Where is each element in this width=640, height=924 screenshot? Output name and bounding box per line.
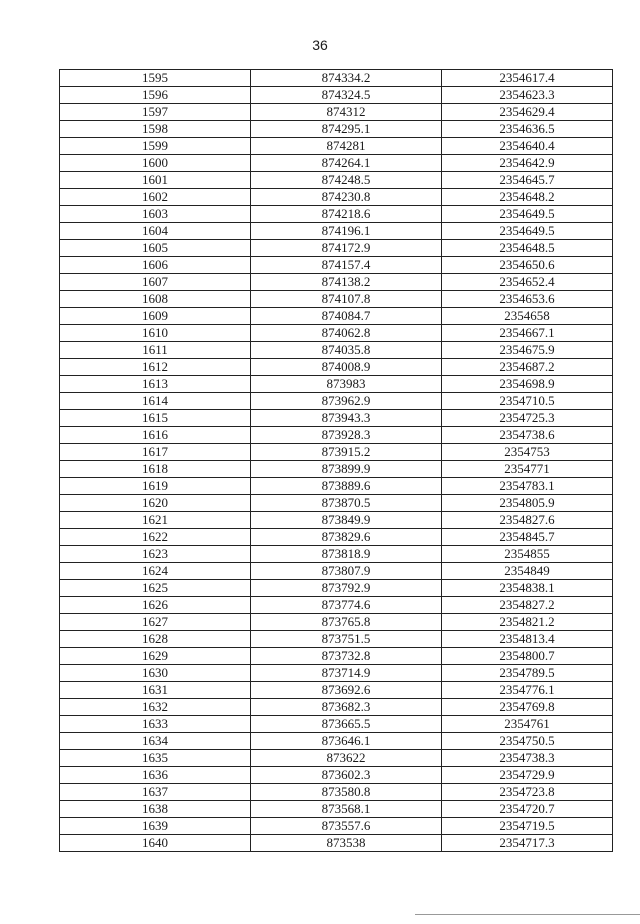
x-coordinate-cell: 873915.2 <box>251 444 442 461</box>
x-coordinate-cell: 873682.3 <box>251 699 442 716</box>
y-coordinate-cell: 2354629.4 <box>442 104 613 121</box>
y-coordinate-cell: 2354800.7 <box>442 648 613 665</box>
x-coordinate-cell: 874008.9 <box>251 359 442 376</box>
y-coordinate-cell: 2354845.7 <box>442 529 613 546</box>
y-coordinate-cell: 2354855 <box>442 546 613 563</box>
point-number-cell: 1615 <box>60 410 251 427</box>
y-coordinate-cell: 2354789.5 <box>442 665 613 682</box>
x-coordinate-cell: 874334.2 <box>251 70 442 87</box>
point-number-cell: 1608 <box>60 291 251 308</box>
y-coordinate-cell: 2354649.5 <box>442 223 613 240</box>
y-coordinate-cell: 2354805.9 <box>442 495 613 512</box>
x-coordinate-cell: 873983 <box>251 376 442 393</box>
point-number-cell: 1638 <box>60 801 251 818</box>
point-number-cell: 1635 <box>60 750 251 767</box>
y-coordinate-cell: 2354642.9 <box>442 155 613 172</box>
table-row <box>60 359 613 376</box>
point-number-cell: 1637 <box>60 784 251 801</box>
point-number-cell: 1609 <box>60 308 251 325</box>
point-number-cell: 1634 <box>60 733 251 750</box>
y-coordinate-cell: 2354827.2 <box>442 597 613 614</box>
point-number-cell: 1596 <box>60 87 251 104</box>
point-number-cell: 1628 <box>60 631 251 648</box>
x-coordinate-cell: 874062.8 <box>251 325 442 342</box>
y-coordinate-cell: 2354821.2 <box>442 614 613 631</box>
y-coordinate-cell: 2354769.8 <box>442 699 613 716</box>
coordinates-table-container <box>59 69 612 852</box>
x-coordinate-cell: 873928.3 <box>251 427 442 444</box>
point-number-cell: 1619 <box>60 478 251 495</box>
x-coordinate-cell: 873792.9 <box>251 580 442 597</box>
x-coordinate-cell: 873714.9 <box>251 665 442 682</box>
point-number-cell: 1607 <box>60 274 251 291</box>
table-row <box>60 529 613 546</box>
table-row <box>60 257 613 274</box>
y-coordinate-cell: 2354648.2 <box>442 189 613 206</box>
table-row <box>60 70 613 87</box>
table-row <box>60 444 613 461</box>
y-coordinate-cell: 2354648.5 <box>442 240 613 257</box>
x-coordinate-cell: 874107.8 <box>251 291 442 308</box>
y-coordinate-cell: 2354710.5 <box>442 393 613 410</box>
point-number-cell: 1598 <box>60 121 251 138</box>
x-coordinate-cell: 874035.8 <box>251 342 442 359</box>
x-coordinate-cell: 873807.9 <box>251 563 442 580</box>
table-row <box>60 461 613 478</box>
point-number-cell: 1620 <box>60 495 251 512</box>
x-coordinate-cell: 874248.5 <box>251 172 442 189</box>
point-number-cell: 1616 <box>60 427 251 444</box>
table-row <box>60 291 613 308</box>
coordinates-table-body <box>60 70 613 852</box>
x-coordinate-cell: 874324.5 <box>251 87 442 104</box>
point-number-cell: 1605 <box>60 240 251 257</box>
point-number-cell: 1623 <box>60 546 251 563</box>
y-coordinate-cell: 2354849 <box>442 563 613 580</box>
table-row <box>60 716 613 733</box>
x-coordinate-cell: 873765.8 <box>251 614 442 631</box>
point-number-cell: 1613 <box>60 376 251 393</box>
y-coordinate-cell: 2354738.3 <box>442 750 613 767</box>
point-number-cell: 1597 <box>60 104 251 121</box>
y-coordinate-cell: 2354698.9 <box>442 376 613 393</box>
point-number-cell: 1617 <box>60 444 251 461</box>
table-row <box>60 206 613 223</box>
table-row <box>60 223 613 240</box>
y-coordinate-cell: 2354623.3 <box>442 87 613 104</box>
x-coordinate-cell: 874264.1 <box>251 155 442 172</box>
y-coordinate-cell: 2354717.3 <box>442 835 613 852</box>
point-number-cell: 1603 <box>60 206 251 223</box>
x-coordinate-cell: 873870.5 <box>251 495 442 512</box>
x-coordinate-cell: 873849.9 <box>251 512 442 529</box>
table-row <box>60 563 613 580</box>
point-number-cell: 1640 <box>60 835 251 852</box>
table-row <box>60 495 613 512</box>
y-coordinate-cell: 2354640.4 <box>442 138 613 155</box>
x-coordinate-cell: 873889.6 <box>251 478 442 495</box>
x-coordinate-cell: 873751.5 <box>251 631 442 648</box>
table-row <box>60 835 613 852</box>
point-number-cell: 1625 <box>60 580 251 597</box>
point-number-cell: 1621 <box>60 512 251 529</box>
x-coordinate-cell: 873580.8 <box>251 784 442 801</box>
y-coordinate-cell: 2354776.1 <box>442 682 613 699</box>
y-coordinate-cell: 2354738.6 <box>442 427 613 444</box>
x-coordinate-cell: 873622 <box>251 750 442 767</box>
x-coordinate-cell: 873962.9 <box>251 393 442 410</box>
table-row <box>60 189 613 206</box>
table-row <box>60 648 613 665</box>
y-coordinate-cell: 2354653.6 <box>442 291 613 308</box>
x-coordinate-cell: 873646.1 <box>251 733 442 750</box>
table-row <box>60 155 613 172</box>
y-coordinate-cell: 2354771 <box>442 461 613 478</box>
x-coordinate-cell: 873899.9 <box>251 461 442 478</box>
table-row <box>60 308 613 325</box>
table-row <box>60 325 613 342</box>
point-number-cell: 1627 <box>60 614 251 631</box>
y-coordinate-cell: 2354750.5 <box>442 733 613 750</box>
point-number-cell: 1611 <box>60 342 251 359</box>
y-coordinate-cell: 2354827.6 <box>442 512 613 529</box>
x-coordinate-cell: 874230.8 <box>251 189 442 206</box>
point-number-cell: 1618 <box>60 461 251 478</box>
point-number-cell: 1614 <box>60 393 251 410</box>
y-coordinate-cell: 2354675.9 <box>442 342 613 359</box>
table-row <box>60 138 613 155</box>
point-number-cell: 1622 <box>60 529 251 546</box>
point-number-cell: 1610 <box>60 325 251 342</box>
table-row <box>60 393 613 410</box>
point-number-cell: 1632 <box>60 699 251 716</box>
y-coordinate-cell: 2354725.3 <box>442 410 613 427</box>
y-coordinate-cell: 2354813.4 <box>442 631 613 648</box>
x-coordinate-cell: 874157.4 <box>251 257 442 274</box>
table-row <box>60 410 613 427</box>
x-coordinate-cell: 874218.6 <box>251 206 442 223</box>
x-coordinate-cell: 873943.3 <box>251 410 442 427</box>
y-coordinate-cell: 2354729.9 <box>442 767 613 784</box>
point-number-cell: 1631 <box>60 682 251 699</box>
y-coordinate-cell: 2354761 <box>442 716 613 733</box>
table-row <box>60 733 613 750</box>
table-row <box>60 818 613 835</box>
table-row <box>60 597 613 614</box>
point-number-cell: 1630 <box>60 665 251 682</box>
x-coordinate-cell: 873602.3 <box>251 767 442 784</box>
y-coordinate-cell: 2354649.5 <box>442 206 613 223</box>
table-row <box>60 376 613 393</box>
table-row <box>60 784 613 801</box>
x-coordinate-cell: 873818.9 <box>251 546 442 563</box>
x-coordinate-cell: 874172.9 <box>251 240 442 257</box>
table-row <box>60 342 613 359</box>
table-row <box>60 87 613 104</box>
table-row <box>60 699 613 716</box>
table-row <box>60 512 613 529</box>
x-coordinate-cell: 874312 <box>251 104 442 121</box>
x-coordinate-cell: 874138.2 <box>251 274 442 291</box>
table-row <box>60 172 613 189</box>
table-row <box>60 750 613 767</box>
table-row <box>60 767 613 784</box>
page-number: 36 <box>312 37 328 53</box>
coordinates-table <box>59 69 613 852</box>
table-row <box>60 801 613 818</box>
point-number-cell: 1639 <box>60 818 251 835</box>
table-row <box>60 427 613 444</box>
x-coordinate-cell: 874084.7 <box>251 308 442 325</box>
point-number-cell: 1624 <box>60 563 251 580</box>
y-coordinate-cell: 2354636.5 <box>442 121 613 138</box>
y-coordinate-cell: 2354783.1 <box>442 478 613 495</box>
y-coordinate-cell: 2354650.6 <box>442 257 613 274</box>
point-number-cell: 1600 <box>60 155 251 172</box>
y-coordinate-cell: 2354723.8 <box>442 784 613 801</box>
x-coordinate-cell: 873692.6 <box>251 682 442 699</box>
y-coordinate-cell: 2354658 <box>442 308 613 325</box>
table-row <box>60 665 613 682</box>
point-number-cell: 1602 <box>60 189 251 206</box>
y-coordinate-cell: 2354719.5 <box>442 818 613 835</box>
x-coordinate-cell: 874295.1 <box>251 121 442 138</box>
table-row <box>60 546 613 563</box>
x-coordinate-cell: 873568.1 <box>251 801 442 818</box>
point-number-cell: 1601 <box>60 172 251 189</box>
x-coordinate-cell: 874196.1 <box>251 223 442 240</box>
point-number-cell: 1595 <box>60 70 251 87</box>
table-row <box>60 682 613 699</box>
table-row <box>60 240 613 257</box>
point-number-cell: 1604 <box>60 223 251 240</box>
point-number-cell: 1636 <box>60 767 251 784</box>
x-coordinate-cell: 873829.6 <box>251 529 442 546</box>
y-coordinate-cell: 2354720.7 <box>442 801 613 818</box>
y-coordinate-cell: 2354667.1 <box>442 325 613 342</box>
x-coordinate-cell: 873732.8 <box>251 648 442 665</box>
page-bottom-rule <box>415 914 640 915</box>
y-coordinate-cell: 2354652.4 <box>442 274 613 291</box>
x-coordinate-cell: 873665.5 <box>251 716 442 733</box>
point-number-cell: 1633 <box>60 716 251 733</box>
table-row <box>60 478 613 495</box>
y-coordinate-cell: 2354687.2 <box>442 359 613 376</box>
x-coordinate-cell: 874281 <box>251 138 442 155</box>
x-coordinate-cell: 873557.6 <box>251 818 442 835</box>
point-number-cell: 1612 <box>60 359 251 376</box>
point-number-cell: 1626 <box>60 597 251 614</box>
table-row <box>60 274 613 291</box>
point-number-cell: 1606 <box>60 257 251 274</box>
y-coordinate-cell: 2354838.1 <box>442 580 613 597</box>
table-row <box>60 631 613 648</box>
table-row <box>60 580 613 597</box>
x-coordinate-cell: 873774.6 <box>251 597 442 614</box>
y-coordinate-cell: 2354617.4 <box>442 70 613 87</box>
x-coordinate-cell: 873538 <box>251 835 442 852</box>
y-coordinate-cell: 2354753 <box>442 444 613 461</box>
table-row <box>60 121 613 138</box>
point-number-cell: 1629 <box>60 648 251 665</box>
table-row <box>60 104 613 121</box>
y-coordinate-cell: 2354645.7 <box>442 172 613 189</box>
table-row <box>60 614 613 631</box>
point-number-cell: 1599 <box>60 138 251 155</box>
